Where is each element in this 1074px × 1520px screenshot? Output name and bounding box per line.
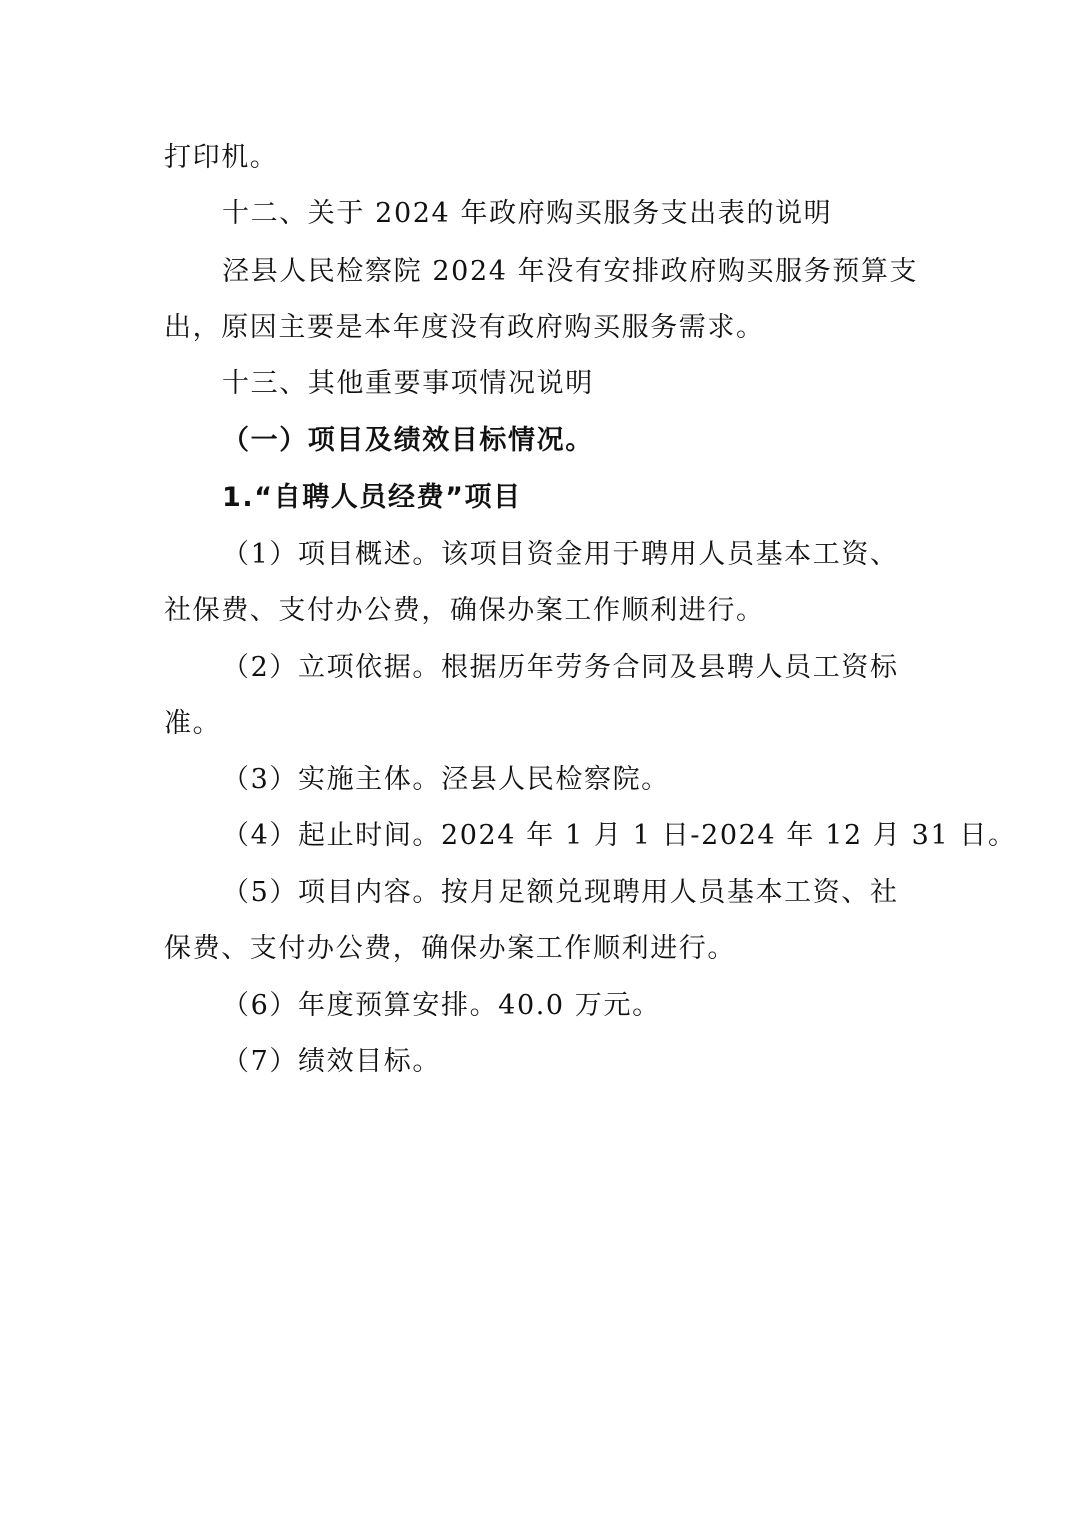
section-heading-12: 十二、关于 2024 年政府购买服务支出表的说明 — [222, 198, 833, 229]
paragraph-line: （4）起止时间。2024 年 1 月 1 日-2024 年 12 月 31 日。 — [222, 820, 1017, 851]
paragraph-line: （5）项目内容。按月足额兑现聘用人员基本工资、社 — [222, 877, 899, 908]
paragraph-line: 准。 — [164, 708, 222, 739]
paragraph-line: 出，原因主要是本年度没有政府购买服务需求。 — [164, 312, 765, 343]
paragraph-line: （2）立项依据。根据历年劳务合同及县聘人员工资标 — [222, 652, 899, 683]
paragraph-line: 保费、支付办公费，确保办案工作顺利进行。 — [164, 933, 736, 964]
section-heading-13: 十三、其他重要事项情况说明 — [222, 368, 594, 399]
paragraph-line: 社保费、支付办公费，确保办案工作顺利进行。 — [164, 595, 765, 626]
subsection-heading: （一）项目及绩效目标情况。 — [222, 425, 594, 456]
project-heading: 1.“自聘人员经费”项目 — [222, 482, 522, 513]
paragraph-line: （3）实施主体。泾县人民检察院。 — [222, 764, 670, 795]
paragraph-continuation: 打印机。 — [164, 142, 279, 173]
paragraph-line: 泾县人民检察院 2024 年没有安排政府购买服务预算支 — [222, 256, 919, 287]
paragraph-line: （1）项目概述。该项目资金用于聘用人员基本工资、 — [222, 539, 899, 570]
paragraph-line: （7）绩效目标。 — [222, 1046, 441, 1077]
paragraph-line: （6）年度预算安排。40.0 万元。 — [222, 990, 661, 1021]
